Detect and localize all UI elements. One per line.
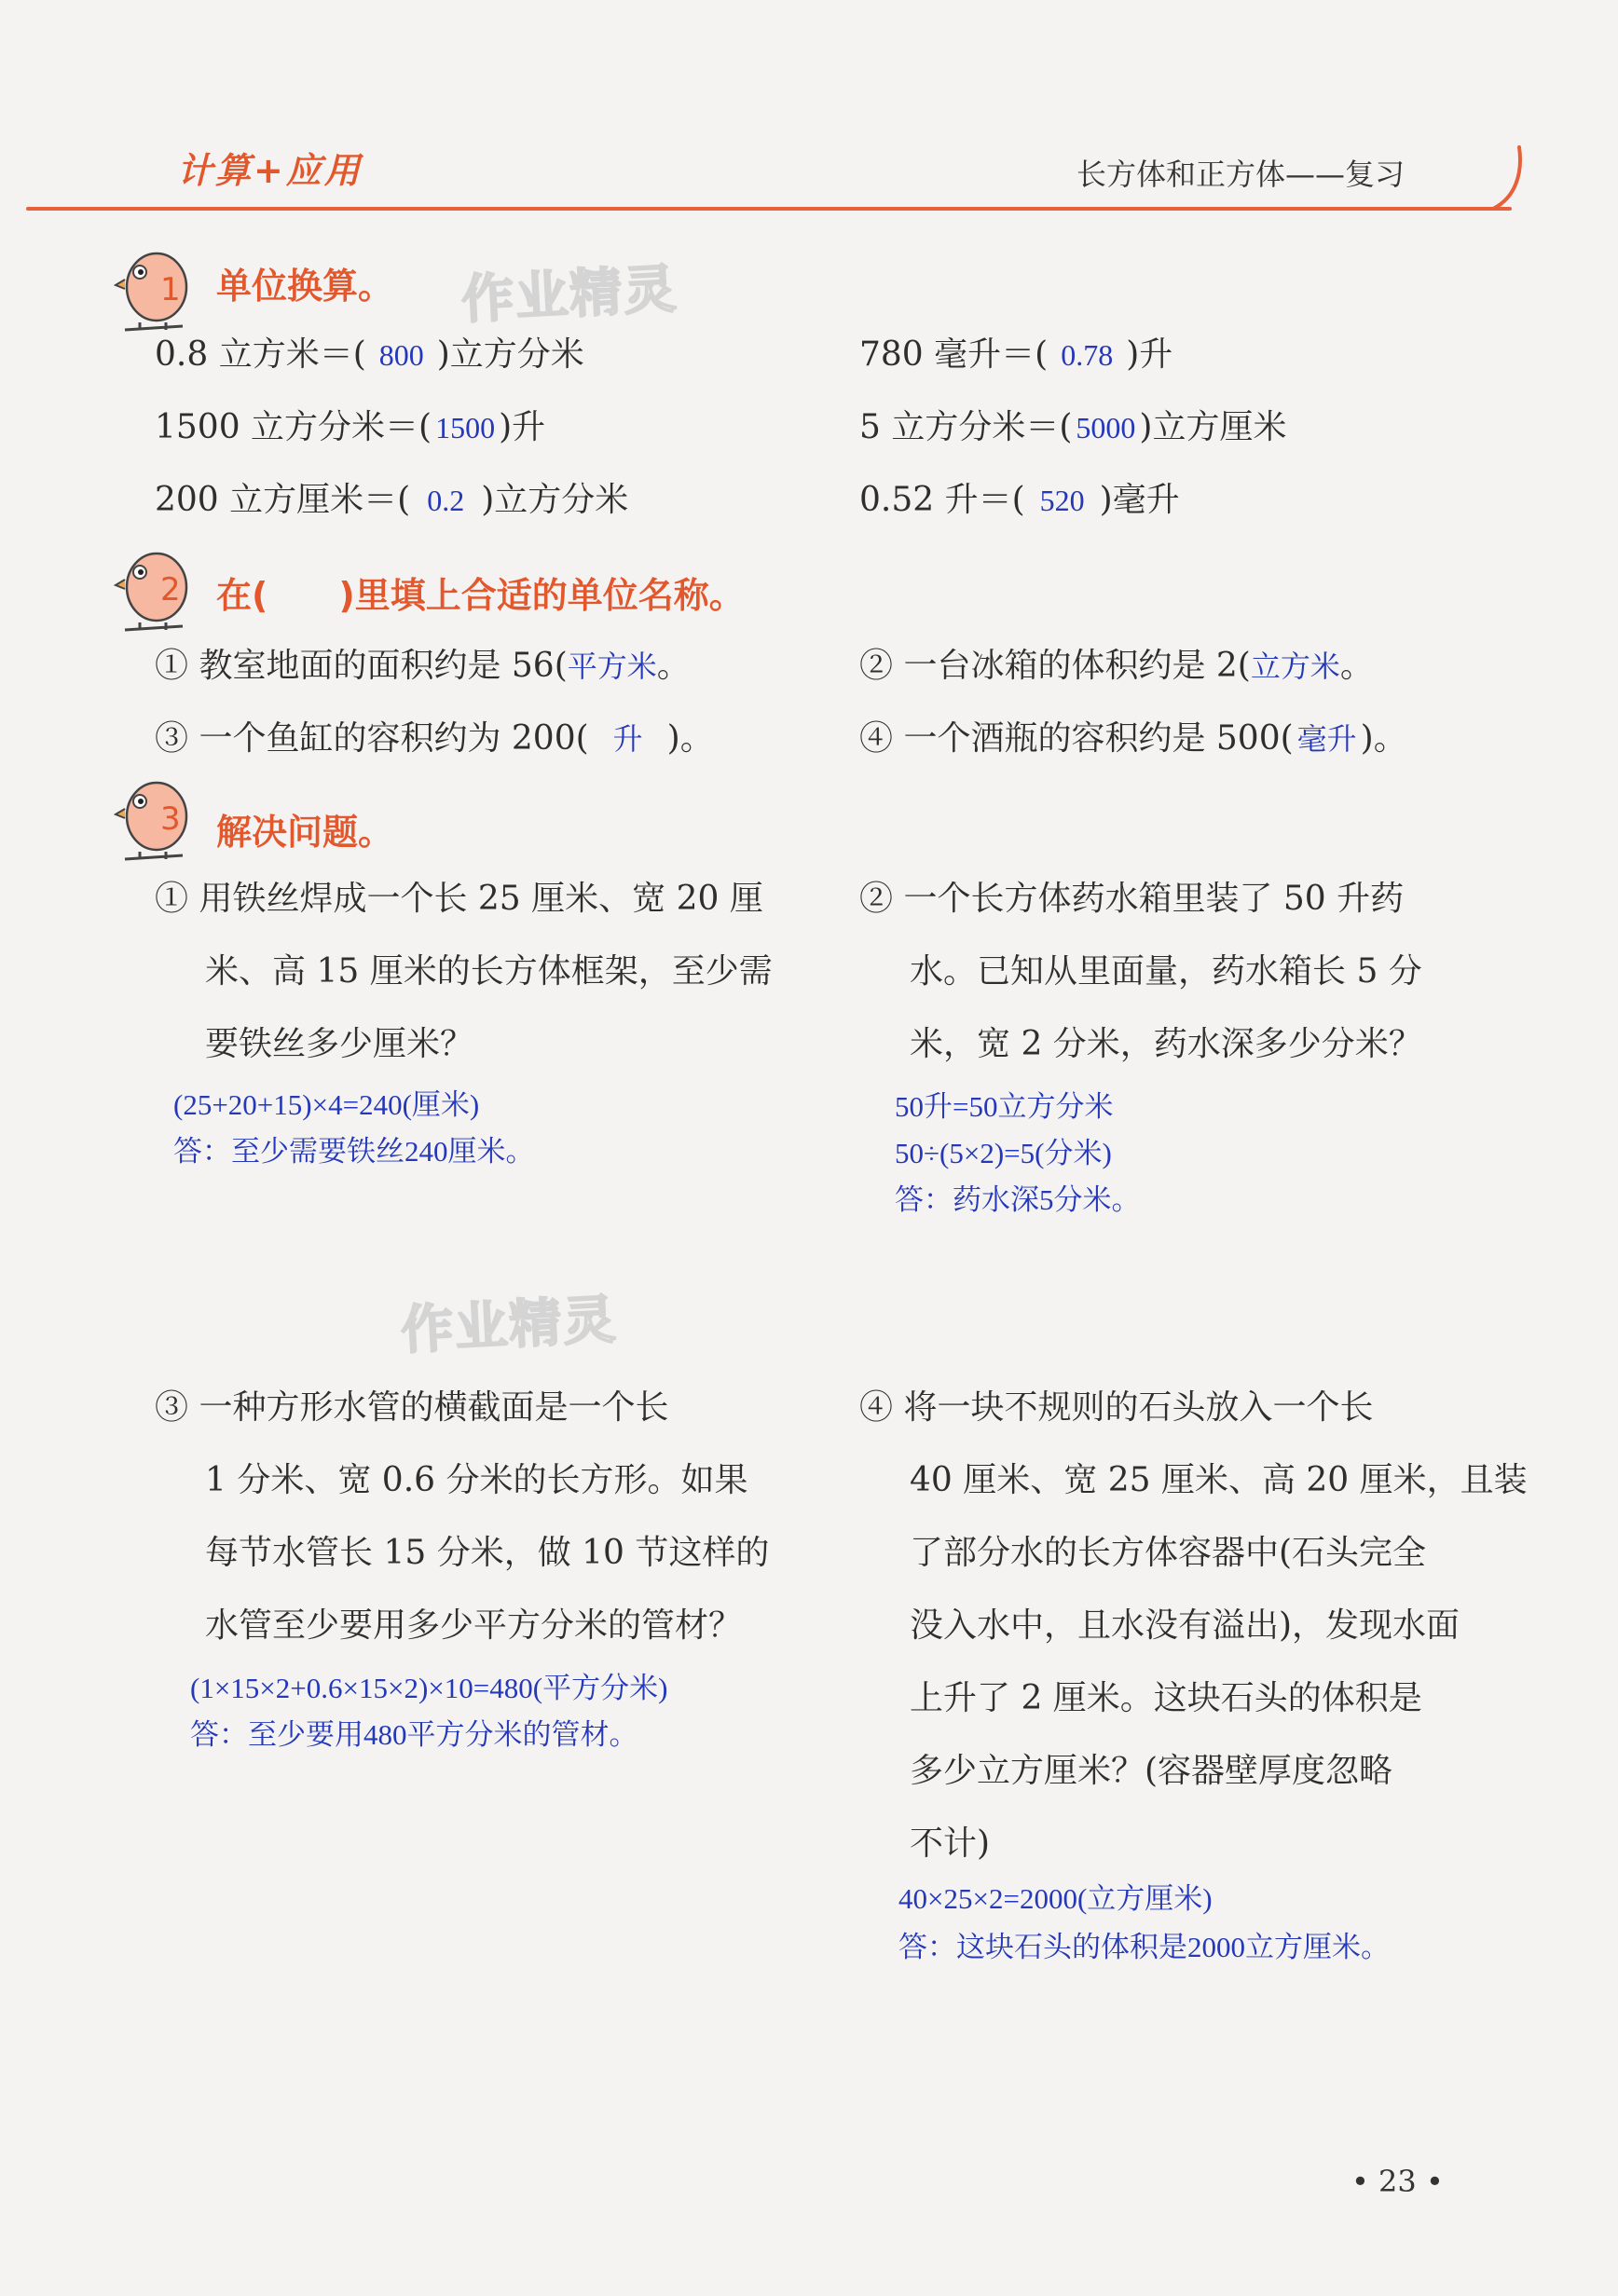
unit-question-3-answer: 升: [612, 722, 643, 756]
conversion-5-answer: 0.2: [427, 484, 465, 517]
section-3-title: 解决问题。: [216, 812, 394, 853]
conversion-2: [859, 328, 1172, 376]
unit-question-1-answer: 平方米: [567, 649, 657, 683]
unit-question-4-text: ④ 一个酒瓶的容积约是 500(: [859, 719, 1294, 758]
unit-question-4-end: )。: [1360, 719, 1407, 758]
conversion-6-text: 0.52 升＝(: [859, 481, 1025, 519]
problem-4-answer-calc: 40×25×2=2000(立方厘米): [898, 1882, 1213, 1915]
problem-4-line-7: 不计): [910, 1824, 991, 1863]
unit-question-1: [155, 639, 691, 687]
unit-question-1-text: ① 教室地面的面积约是 56(: [155, 647, 568, 685]
conversion-6: [859, 473, 1180, 521]
problem-2-answer-line-2: 50÷(5×2)=5(分米): [895, 1137, 1112, 1169]
problem-4-answer-text: 答：这块石头的体积是2000立方厘米。: [898, 1931, 1390, 1963]
conversion-4: [859, 401, 1286, 448]
problem-2-answer-line-1: 50升=50立方分米: [895, 1090, 1114, 1123]
unit-question-2-text: ② 一台冰箱的体积约是 2(: [859, 647, 1251, 685]
conversion-3: [155, 401, 545, 448]
unit-question-4-answer: 毫升: [1296, 722, 1357, 756]
conversion-1-text: 0.8 立方米＝(: [155, 335, 366, 374]
conversion-1-answer: 800: [378, 338, 424, 372]
problem-4-line-6: 多少立方厘米？(容器壁厚度忽略: [910, 1752, 1393, 1790]
problem-3-line-3: 每节水管长 15 分米，做 10 节这样的: [205, 1534, 770, 1572]
problem-1-answer-calc: (25+20+15)×4=240(厘米): [173, 1088, 480, 1121]
header-right: 长方体和正方体——复习: [1076, 157, 1405, 192]
problem-1-line-2: 米、高 15 厘米的长方体框架，至少需: [205, 952, 773, 991]
conversion-3-answer: 1500: [435, 411, 496, 444]
unit-question-2: [859, 639, 1374, 687]
conversion-5-unit: )立方分米: [481, 481, 629, 519]
conversion-1-unit: )立方分米: [436, 335, 584, 374]
conversion-6-unit: )毫升: [1099, 481, 1180, 519]
problem-3-line-1: ③ 一种方形水管的横截面是一个长: [155, 1388, 669, 1427]
conversion-2-text: 780 毫升＝(: [859, 335, 1049, 374]
watermark-middle: 作业精灵: [399, 1289, 619, 1362]
unit-question-2-end: 。: [1339, 647, 1374, 685]
section-3-bird-icon: [112, 773, 190, 863]
unit-question-3: [155, 712, 714, 759]
section-1-bird-icon: [112, 244, 190, 334]
section-1-number: 1: [160, 271, 181, 308]
problem-2-line-2: 水。已知从里面量，药水箱长 5 分: [910, 952, 1422, 991]
conversion-4-answer: 5000: [1076, 411, 1136, 444]
conversion-4-unit: )立方厘米: [1139, 408, 1287, 446]
section-2-bird-icon: [112, 544, 190, 634]
section-2-title: 在( )里填上合适的单位名称。: [216, 575, 745, 616]
conversion-2-unit: )升: [1126, 335, 1173, 374]
problem-3-answer-text: 答：至少要用480平方分米的管材。: [190, 1718, 638, 1751]
unit-question-3-text: ③ 一个鱼缸的容积约为 200(: [155, 719, 589, 758]
section-2-number: 2: [160, 571, 181, 608]
conversion-4-text: 5 立方分米＝(: [859, 408, 1073, 446]
conversion-5: [155, 473, 628, 521]
problem-1-line-3: 要铁丝多少厘米？: [205, 1025, 474, 1063]
page-number: • 23 •: [1351, 2164, 1444, 2199]
conversion-3-text: 1500 立方分米＝(: [155, 408, 432, 446]
problem-4-line-1: ④ 将一块不规则的石头放入一个长: [859, 1388, 1374, 1427]
section-3-number: 3: [160, 800, 181, 838]
unit-question-4: [859, 712, 1407, 759]
problem-2-line-3: 米，宽 2 分米，药水深多少分米？: [910, 1025, 1422, 1063]
problem-1-answer-text: 答：至少需要铁丝240厘米。: [173, 1135, 535, 1168]
section-1-title: 单位换算。: [216, 266, 394, 307]
conversion-2-answer: 0.78: [1061, 338, 1114, 372]
problem-4-line-2: 40 厘米、宽 25 厘米、高 20 厘米，且装: [910, 1461, 1528, 1499]
problem-3-line-2: 1 分米、宽 0.6 分米的长方形。如果: [205, 1461, 748, 1499]
problem-2-answer-line-3: 答：药水深5分米。: [895, 1183, 1141, 1216]
conversion-5-text: 200 立方厘米＝(: [155, 481, 411, 519]
problem-4-line-5: 上升了 2 厘米。这块石头的体积是: [910, 1679, 1422, 1717]
unit-question-2-answer: 立方米: [1250, 649, 1340, 683]
conversion-3-unit: )升: [499, 408, 546, 446]
problem-2-line-1: ② 一个长方体药水箱里装了 50 升药: [859, 880, 1405, 918]
problem-3-answer-calc: (1×15×2+0.6×15×2)×10=480(平方分米): [190, 1672, 668, 1704]
problem-1-line-1: ① 用铁丝焊成一个长 25 厘米、宽 20 厘: [155, 880, 763, 918]
header-rule: [26, 207, 1512, 211]
unit-question-3-end: )。: [666, 719, 714, 758]
unit-question-1-end: 。: [656, 647, 691, 685]
header-left: 计算+应用: [177, 150, 363, 191]
problem-3-line-4: 水管至少要用多少平方分米的管材？: [205, 1606, 743, 1645]
problem-4-line-4: 没入水中，且水没有溢出)，发现水面: [910, 1606, 1460, 1645]
conversion-1: [155, 328, 584, 376]
watermark-top: 作业精灵: [459, 258, 679, 332]
conversion-6-answer: 520: [1039, 484, 1085, 517]
problem-4-line-3: 了部分水的长方体容器中(石头完全: [910, 1534, 1427, 1572]
header-curve-icon: [1491, 145, 1529, 212]
